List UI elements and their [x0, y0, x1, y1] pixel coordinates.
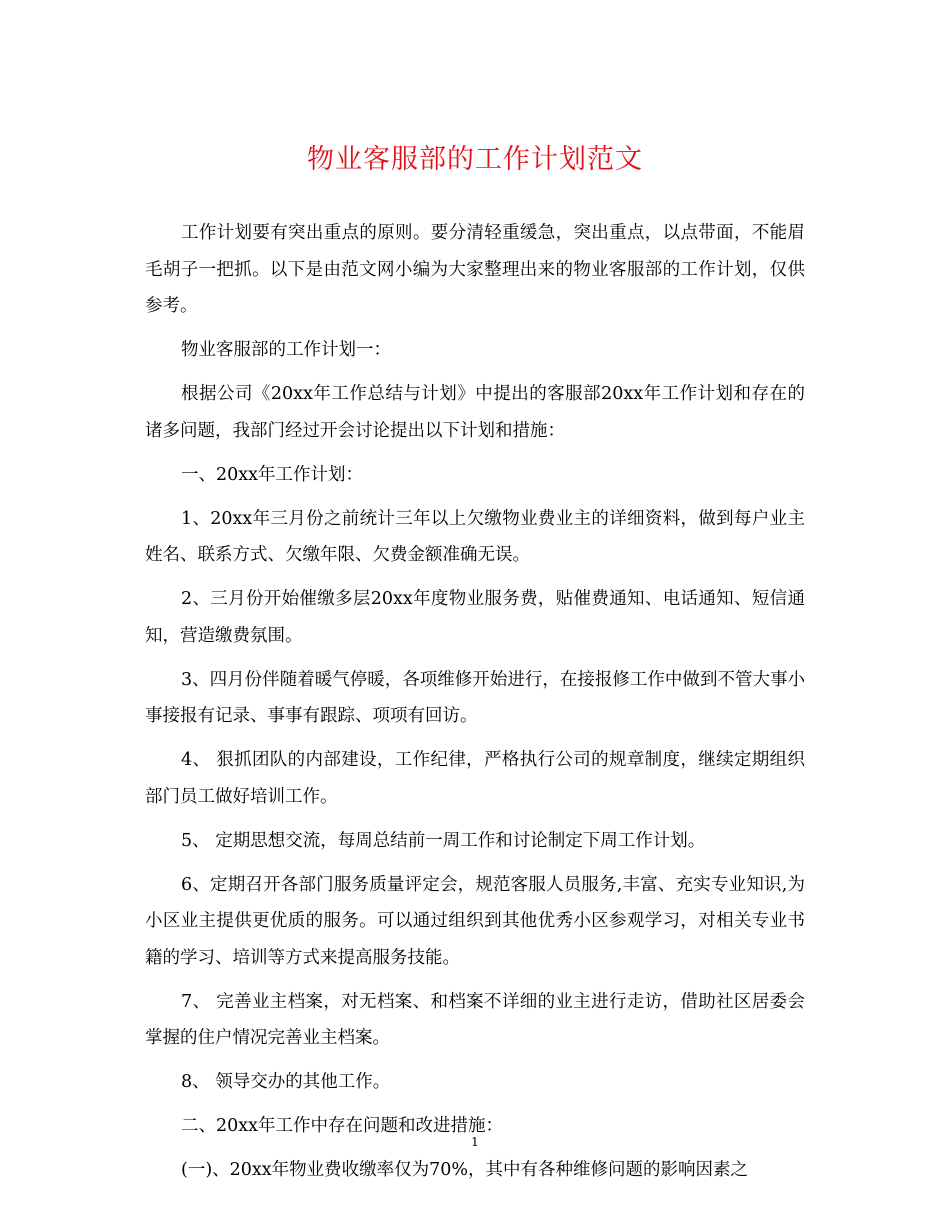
paragraph-issue-1: (一)、20xx年物业费收缴率仅为70%，其中有各种维修问题的影响因素之 — [181, 1160, 749, 1180]
document-title: 物业客服部的工作计划范文 — [307, 144, 643, 175]
paragraph-item-8: 8、 领导交办的其他工作。 — [181, 1072, 391, 1092]
page-number: 1 — [471, 1135, 479, 1149]
paragraph-item-4: 4、 狠抓团队的内部建设，工作纪律，严格执行公司的规章制度，继续定期组织部门员工做好培训工作。 — [145, 750, 805, 807]
paragraph-item-7: 7、 完善业主档案，对无档案、和档案不详细的业主进行走访，借助社区居委会掌握的住户情况完善业主档案。 — [145, 991, 805, 1048]
paragraph-item-5: 5、 定期思想交流，每周总结前一周工作和讨论制定下周工作计划。 — [181, 830, 706, 851]
paragraph-intro: 工作计划要有突出重点的原则。要分清轻重缓急，突出重点，以点带面，不能眉毛胡子一把抓。以下是由范文网小编为大家整理出来的物业客服部的工作计划，仅供参考。 — [145, 223, 805, 316]
paragraph-item-3: 3、四月份伴随着暖气停暖，各项维修开始进行，在接报修工作中做到不管大事小事接报有记录、事事有跟踪、项项有回访。 — [145, 669, 805, 726]
paragraph-section-two-heading: 二、20xx年工作中存在问题和改进措施： — [181, 1116, 504, 1136]
paragraph-item-1: 1、20xx年三月份之前统计三年以上欠缴物业费业主的详细资料，做到每户业主姓名、联系方式、欠缴年限、欠费金额准确无误。 — [145, 508, 805, 565]
paragraph-plan-one-heading: 物业客服部的工作计划一： — [181, 340, 391, 360]
paragraph-background: 根据公司《20xx年工作总结与计划》中提出的客服部20xx年工作计划和存在的诸多问题，我部门经过开会讨论提出以下计划和措施： — [145, 384, 805, 441]
paragraph-item-6: 6、定期召开各部门服务质量评定会，规范客服人员服务,丰富、充实专业知识,为小区业主提供更优质的服务。可以通过组织到其他优秀小区参观学习，对相关专业书籍的学习、培训等方式来提高服务技能。 — [145, 874, 805, 968]
paragraph-section-one-heading: 一、20xx年工作计划： — [181, 464, 364, 485]
document-body — [145, 215, 805, 1196]
paragraph-item-2: 2、三月份开始催缴多层20xx年度物业服务费，贴催费通知、电话通知、短信通知，营造缴费氛围。 — [145, 589, 805, 646]
